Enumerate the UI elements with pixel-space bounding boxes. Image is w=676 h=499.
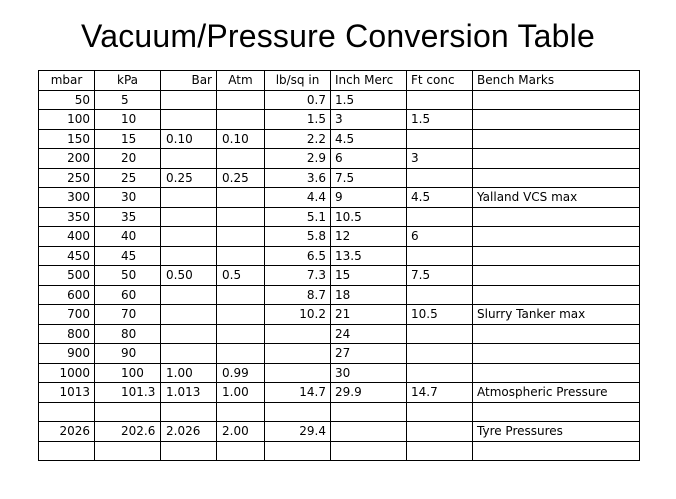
cell-mbar: 400 <box>39 227 95 247</box>
cell-atm <box>217 110 265 130</box>
cell-atm: 0.5 <box>217 266 265 286</box>
cell-bar: 1.013 <box>161 383 217 403</box>
table-row <box>39 383 640 403</box>
cell-mbar: 300 <box>39 188 95 208</box>
table-row <box>39 188 640 208</box>
cell-bench-marks: Yalland VCS max <box>473 188 640 208</box>
cell-bar <box>161 188 217 208</box>
cell-atm <box>217 149 265 169</box>
cell-bench-marks <box>473 149 640 169</box>
cell-mbar: 100 <box>39 110 95 130</box>
cell-inch-merc: 30 <box>331 363 407 383</box>
cell-bench-marks <box>473 129 640 149</box>
cell-ft-conc <box>407 344 473 364</box>
cell-kpa: 50 <box>95 266 161 286</box>
cell-bar <box>161 285 217 305</box>
cell-bench-marks <box>473 246 640 266</box>
table-row <box>39 441 640 461</box>
cell-lbsqin: 1.5 <box>265 110 331 130</box>
cell-lbsqin: 6.5 <box>265 246 331 266</box>
cell-kpa: 80 <box>95 324 161 344</box>
table-row <box>39 246 640 266</box>
cell-bar <box>161 246 217 266</box>
cell-bar: 0.10 <box>161 129 217 149</box>
cell-ft-conc <box>407 90 473 110</box>
cell-lbsqin <box>265 324 331 344</box>
cell-bar <box>161 149 217 169</box>
cell-lbsqin: 5.8 <box>265 227 331 247</box>
cell-bench-marks: Slurry Tanker max <box>473 305 640 325</box>
header-kpa: kPa <box>95 71 161 91</box>
cell-kpa <box>95 441 161 461</box>
cell-bar <box>161 90 217 110</box>
cell-ft-conc <box>407 441 473 461</box>
table-row <box>39 402 640 422</box>
cell-kpa: 202.6 <box>95 422 161 442</box>
header-bench-marks: Bench Marks <box>473 71 640 91</box>
cell-atm: 0.10 <box>217 129 265 149</box>
cell-lbsqin: 4.4 <box>265 188 331 208</box>
table-row <box>39 266 640 286</box>
table-row <box>39 207 640 227</box>
cell-inch-merc: 21 <box>331 305 407 325</box>
cell-lbsqin: 5.1 <box>265 207 331 227</box>
cell-ft-conc: 10.5 <box>407 305 473 325</box>
cell-mbar: 50 <box>39 90 95 110</box>
cell-lbsqin: 8.7 <box>265 285 331 305</box>
cell-inch-merc: 15 <box>331 266 407 286</box>
cell-kpa: 5 <box>95 90 161 110</box>
header-mbar: mbar <box>39 71 95 91</box>
cell-ft-conc <box>407 168 473 188</box>
cell-kpa <box>95 402 161 422</box>
cell-lbsqin: 2.9 <box>265 149 331 169</box>
cell-lbsqin: 7.3 <box>265 266 331 286</box>
cell-atm <box>217 324 265 344</box>
cell-inch-merc: 7.5 <box>331 168 407 188</box>
cell-atm <box>217 402 265 422</box>
cell-kpa: 40 <box>95 227 161 247</box>
cell-ft-conc: 6 <box>407 227 473 247</box>
cell-ft-conc: 4.5 <box>407 188 473 208</box>
cell-bar <box>161 207 217 227</box>
cell-mbar: 600 <box>39 285 95 305</box>
cell-mbar: 250 <box>39 168 95 188</box>
cell-kpa: 45 <box>95 246 161 266</box>
cell-bench-marks: Tyre Pressures <box>473 422 640 442</box>
cell-bench-marks: Atmospheric Pressure <box>473 383 640 403</box>
cell-lbsqin: 10.2 <box>265 305 331 325</box>
header-row <box>39 71 640 91</box>
cell-mbar: 900 <box>39 344 95 364</box>
cell-ft-conc <box>407 363 473 383</box>
table-row <box>39 149 640 169</box>
cell-atm: 0.25 <box>217 168 265 188</box>
cell-bench-marks <box>473 110 640 130</box>
table-row <box>39 422 640 442</box>
cell-bar: 0.50 <box>161 266 217 286</box>
cell-inch-merc: 12 <box>331 227 407 247</box>
cell-lbsqin: 29.4 <box>265 422 331 442</box>
cell-bench-marks <box>473 344 640 364</box>
page-title: Vacuum/Pressure Conversion Table <box>81 18 595 54</box>
cell-mbar: 500 <box>39 266 95 286</box>
cell-ft-conc: 3 <box>407 149 473 169</box>
cell-bar <box>161 402 217 422</box>
cell-bar <box>161 441 217 461</box>
cell-atm: 1.00 <box>217 383 265 403</box>
cell-kpa: 90 <box>95 344 161 364</box>
table-row <box>39 110 640 130</box>
cell-bench-marks <box>473 285 640 305</box>
cell-atm: 2.00 <box>217 422 265 442</box>
cell-kpa: 15 <box>95 129 161 149</box>
cell-bar: 1.00 <box>161 363 217 383</box>
header-ft-conc: Ft conc <box>407 71 473 91</box>
cell-mbar: 700 <box>39 305 95 325</box>
cell-bar <box>161 324 217 344</box>
cell-bar <box>161 344 217 364</box>
cell-bench-marks <box>473 227 640 247</box>
cell-inch-merc: 18 <box>331 285 407 305</box>
cell-kpa: 60 <box>95 285 161 305</box>
cell-atm <box>217 207 265 227</box>
cell-bar <box>161 110 217 130</box>
cell-atm <box>217 344 265 364</box>
cell-inch-merc <box>331 441 407 461</box>
cell-atm: 0.99 <box>217 363 265 383</box>
cell-bar <box>161 227 217 247</box>
cell-kpa: 25 <box>95 168 161 188</box>
cell-bar: 0.25 <box>161 168 217 188</box>
cell-inch-merc: 10.5 <box>331 207 407 227</box>
cell-kpa: 35 <box>95 207 161 227</box>
table-row <box>39 344 640 364</box>
cell-atm <box>217 227 265 247</box>
cell-inch-merc <box>331 422 407 442</box>
cell-bench-marks <box>473 441 640 461</box>
table-row <box>39 324 640 344</box>
cell-bench-marks <box>473 266 640 286</box>
table-row <box>39 90 640 110</box>
cell-ft-conc <box>407 402 473 422</box>
cell-lbsqin <box>265 363 331 383</box>
table-row <box>39 168 640 188</box>
cell-atm <box>217 285 265 305</box>
table-row <box>39 129 640 149</box>
cell-mbar: 150 <box>39 129 95 149</box>
cell-mbar: 800 <box>39 324 95 344</box>
cell-kpa: 70 <box>95 305 161 325</box>
cell-mbar: 200 <box>39 149 95 169</box>
cell-lbsqin: 14.7 <box>265 383 331 403</box>
cell-ft-conc <box>407 422 473 442</box>
cell-ft-conc <box>407 324 473 344</box>
cell-kpa: 10 <box>95 110 161 130</box>
cell-atm <box>217 246 265 266</box>
cell-atm <box>217 305 265 325</box>
cell-atm <box>217 90 265 110</box>
cell-bar <box>161 305 217 325</box>
cell-bench-marks <box>473 168 640 188</box>
table-row <box>39 305 640 325</box>
table-row <box>39 285 640 305</box>
cell-lbsqin <box>265 344 331 364</box>
conversion-table <box>38 70 640 461</box>
cell-mbar <box>39 441 95 461</box>
cell-bench-marks <box>473 324 640 344</box>
cell-ft-conc: 14.7 <box>407 383 473 403</box>
cell-mbar: 450 <box>39 246 95 266</box>
cell-inch-merc: 24 <box>331 324 407 344</box>
cell-atm <box>217 188 265 208</box>
cell-ft-conc: 7.5 <box>407 266 473 286</box>
cell-lbsqin: 0.7 <box>265 90 331 110</box>
cell-bench-marks <box>473 363 640 383</box>
cell-ft-conc: 1.5 <box>407 110 473 130</box>
cell-bench-marks <box>473 207 640 227</box>
cell-lbsqin: 3.6 <box>265 168 331 188</box>
cell-inch-merc: 27 <box>331 344 407 364</box>
cell-bench-marks <box>473 402 640 422</box>
cell-lbsqin <box>265 402 331 422</box>
table-row <box>39 227 640 247</box>
cell-mbar: 1013 <box>39 383 95 403</box>
cell-inch-merc <box>331 402 407 422</box>
cell-inch-merc: 6 <box>331 149 407 169</box>
cell-lbsqin <box>265 441 331 461</box>
cell-ft-conc <box>407 129 473 149</box>
cell-kpa: 100 <box>95 363 161 383</box>
cell-inch-merc: 1.5 <box>331 90 407 110</box>
cell-inch-merc: 4.5 <box>331 129 407 149</box>
cell-inch-merc: 29.9 <box>331 383 407 403</box>
cell-kpa: 20 <box>95 149 161 169</box>
cell-atm <box>217 441 265 461</box>
cell-kpa: 101.3 <box>95 383 161 403</box>
cell-lbsqin: 2.2 <box>265 129 331 149</box>
cell-kpa: 30 <box>95 188 161 208</box>
cell-bar: 2.026 <box>161 422 217 442</box>
header-atm: Atm <box>217 71 265 91</box>
header-lbsqin: lb/sq in <box>265 71 331 91</box>
cell-mbar: 2026 <box>39 422 95 442</box>
cell-inch-merc: 13.5 <box>331 246 407 266</box>
cell-bench-marks <box>473 90 640 110</box>
cell-ft-conc <box>407 285 473 305</box>
table-row <box>39 363 640 383</box>
cell-mbar: 350 <box>39 207 95 227</box>
cell-inch-merc: 3 <box>331 110 407 130</box>
header-inch-merc: Inch Merc <box>331 71 407 91</box>
cell-inch-merc: 9 <box>331 188 407 208</box>
cell-ft-conc <box>407 246 473 266</box>
cell-mbar <box>39 402 95 422</box>
cell-ft-conc <box>407 207 473 227</box>
header-bar: Bar <box>161 71 217 91</box>
cell-mbar: 1000 <box>39 363 95 383</box>
